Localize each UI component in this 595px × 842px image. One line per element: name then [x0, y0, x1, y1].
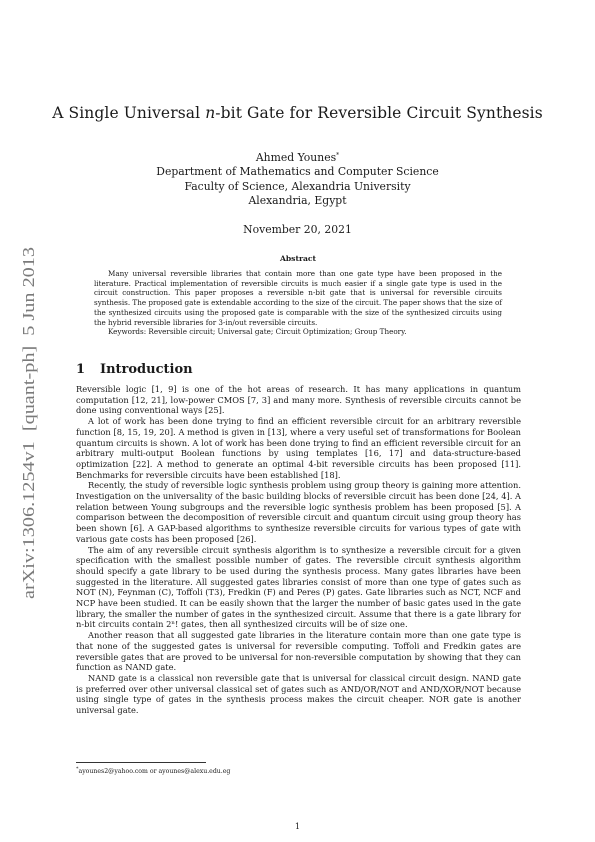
paragraph: Recently, the study of reversible logic synthesis problem using group theory is gaining more attention. Investigation on the universality of the basic building blocks of reversible circuit has been done [24, 4]. A relation between Young subgroups and the reversible logic synthesis problem has been proposed [5]. A comparison between the decomposition of reversible circuit and quantum circuit using group theory has been shown [6]. A GAP-based algorithms to synthesize reversible circuits for various types of gate with various gate costs has been proposed [26].	[76, 480, 521, 544]
title-block	[40, 104, 555, 236]
section-heading	[76, 362, 521, 377]
author-name: Ahmed Younes*	[255, 151, 340, 164]
paper-title: A Single Universal n-bit Gate for Reversible Circuit Synthesis	[52, 104, 543, 122]
footnote-rule	[76, 762, 206, 763]
footnote-email: ayounes2@yahoo.com or ayounes@alexu.edu.eg	[78, 768, 231, 776]
paragraph: A lot of work has been done trying to find an efficient reversible circuit for an arbitrary reversible function [8, 15, 19, 20]. A method is given in [13], where a very useful set of transformations for Boolean quantum circuits is shown. A lot of work has been done trying to find an efficient reversible circuit for an arbitrary multi-output Boolean functions by using templates [16, 17] and data-structure-based optimization [22]. A method to generate an optimal 4-bit reversible circuits has been proposed [11]. Benchmarks for reversible circuits have been established [18].	[76, 416, 521, 480]
paragraph: The aim of any reversible circuit synthesis algorithm is to synthesize a reversible circuit for a given specification with the smallest possible number of gates. The reversible circuit synthesis algorithm should specify a gate library to be used during the synthesis process. Many gates libraries have been suggested in the literature. All suggested gates libraries consist of more than one type of gates such as NOT (N), Feynman (C), Toffoli (T3), Fredkin (F) and Peres (P) gates. Gate libraries such as NCT, NCF and NCP have been studied. It can be easily shown that the larger the number of basic gates used in the gate library, the smaller the number of gates in the synthesized circuit. Assume that there is a gate library for n-bit circuits contain 2ⁿ! gates, then all synthesized circuits will be of size one.	[76, 544, 521, 630]
abstract-heading: Abstract	[279, 254, 317, 263]
arxiv-identifier-text: arXiv:1306.1254v1 [quant-ph] 5 Jun 2013	[19, 311, 38, 599]
paragraph: Reversible logic [1, 9] is one of the hot areas of research. It has many applications in quantum computation [12, 21], low-power CMOS [7, 3] and many more. Synthesis of reversible circuits cannot be done using conventional ways [25].	[76, 384, 521, 416]
author-footnote-mark: *	[336, 152, 340, 159]
affiliation-line: Department of Mathematics and Computer Science	[156, 165, 439, 179]
page-number: 1	[294, 821, 301, 831]
section-number: 1	[76, 362, 86, 377]
paper-date: November 20, 2021	[243, 222, 352, 236]
introduction-section	[76, 362, 521, 716]
section-title: Introduction	[100, 362, 193, 377]
abstract-text: Many universal reversible libraries that contain more than one gate type have been proposed in the literature. Practical implementation of reversible circuits is much easier if a single gate type is used in the circuit construction. This paper proposes a reversible n-bit gate that is universal for reversible circuits synthesis. The proposed gate is extendable according to the size of the circuit. The paper shows that the size of the synthesized circuits using the proposed gate is comparable with the size of the synthesized circuits using the hybrid reversible libraries for 3-in/out reversible circuits.	[94, 269, 502, 327]
paragraph: NAND gate is a classical non reversible gate that is universal for classical circuit design. NAND gate is preferred over other universal classical set of gates such as AND/OR/NOT and AND/XOR/NOT because using single type of gates in the synthesis process makes the circuit cheaper. NOR gate is another universal gate.	[76, 672, 521, 716]
footnote-mark: *	[76, 766, 79, 772]
paragraph: Another reason that all suggested gate libraries in the literature contain more than one gate type is that none of the suggested gates is universal for reversible computing. Toffoli and Fredkin gates are reversible gates that are proved to be universal for non-reversible computation by showing that they can function as NAND gate.	[76, 630, 521, 673]
abstract	[94, 254, 502, 337]
arxiv-identifier-stamp	[6, 244, 46, 604]
affiliation-line: Faculty of Science, Alexandria University	[184, 179, 411, 193]
footnote	[76, 762, 276, 775]
keywords: Keywords: Reversible circuit; Universal gate; Circuit Optimization; Group Theory.	[108, 327, 407, 337]
affiliation-line: Alexandria, Egypt	[248, 194, 347, 208]
